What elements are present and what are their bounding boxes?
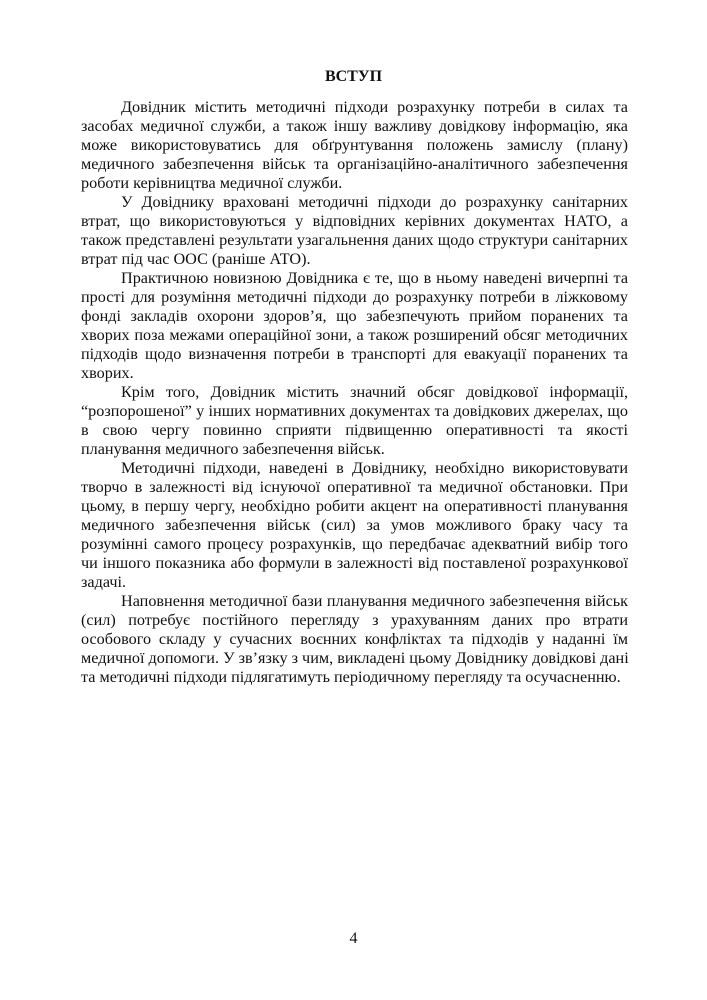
text-line: “розпорошеної” у інших нормативних документах та довідкових джерелах, що [81,402,628,420]
section-title: ВСТУП [324,68,383,85]
paragraph [81,459,628,592]
document-body [81,98,628,687]
paragraph [81,193,628,269]
text-line: також представлені результати узагальнення даних щодо структури санітарних [81,231,628,249]
text-line: підходів щодо визначення потреби в транспорті для евакуації поранених та [81,345,628,363]
text-line: планування медичного забезпечення військ. [81,440,385,458]
text-line: Практичною новизною Довідника є те, що в ньому наведені вичерпні та [121,269,628,287]
text-line: Крім того, Довідник містить значний обсяг довідкової інформації, [121,383,628,401]
paragraph [81,383,628,459]
text-line: втрат під час ООС (раніше АТО). [81,250,311,268]
text-line: може використовуватись для обґрунтування положень замислу (плану) [81,136,628,154]
text-line: хворих. [81,364,134,382]
text-line: задачі. [81,573,127,591]
text-line: творчо в залежності від існуючої оперативної та медичної обстановки. При [81,478,628,496]
text-line: та методичні підходи підлягатимуть періодичному перегляду та осучасненню. [81,668,621,686]
text-line: медичного забезпечення військ та організаційно-аналітичного забезпечення [81,155,628,173]
text-line: засобах медичної служби, а також іншу важливу довідкову інформацію, яка [81,117,628,135]
text-line: цьому, в першу чергу, необхідно робити акцент на оперативності планування [81,497,628,515]
text-line: роботи керівництва медичної служби. [81,174,343,192]
text-line: розумінні самого процесу розрахунків, що передбачає адекватний вибір того [81,535,628,553]
paragraph [81,592,628,687]
text-line: У Довіднику враховані методичні підходи до розрахунку санітарних [121,193,628,211]
text-line: втрат, що використовуються у відповідних керівних документах НАТО, а [81,212,628,230]
text-line: фонді закладів охорони здоров’я, що забезпечують прийом поранених та [81,307,628,325]
text-line: Довідник містить методичні підходи розрахунку потреби в силах та [121,98,628,116]
text-line: особового складу у сучасних воєнних конфліктах та підходів у наданні їм [81,630,628,648]
text-line: Методичні підходи, наведені в Довіднику, необхідно використовувати [121,459,628,477]
text-line: хворих поза межами операційної зони, а також розширений обсяг методичних [81,326,628,344]
text-line: медичного забезпечення військ (сил) за умов можливого браку часу та [81,516,628,534]
page-number: 4 [349,930,358,947]
text-line: медичної допомоги. У зв’язку з чим, викладені цьому Довіднику довідкові дані [81,649,629,667]
paragraph [81,269,628,383]
text-line: в свою чергу повинно сприяти підвищенню оперативності та якості [81,421,628,439]
text-line: Наповнення методичної бази планування медичного забезпечення військ [121,592,628,610]
text-line: чи іншого показника або формули в залежності від поставленої розрахункової [81,554,628,572]
paragraph [81,98,628,193]
text-line: прості для розуміння методичні підходи до розрахунку потреби в ліжковому [81,288,628,306]
text-line: (сил) потребує постійного перегляду з урахуванням даних про втрати [81,611,628,629]
